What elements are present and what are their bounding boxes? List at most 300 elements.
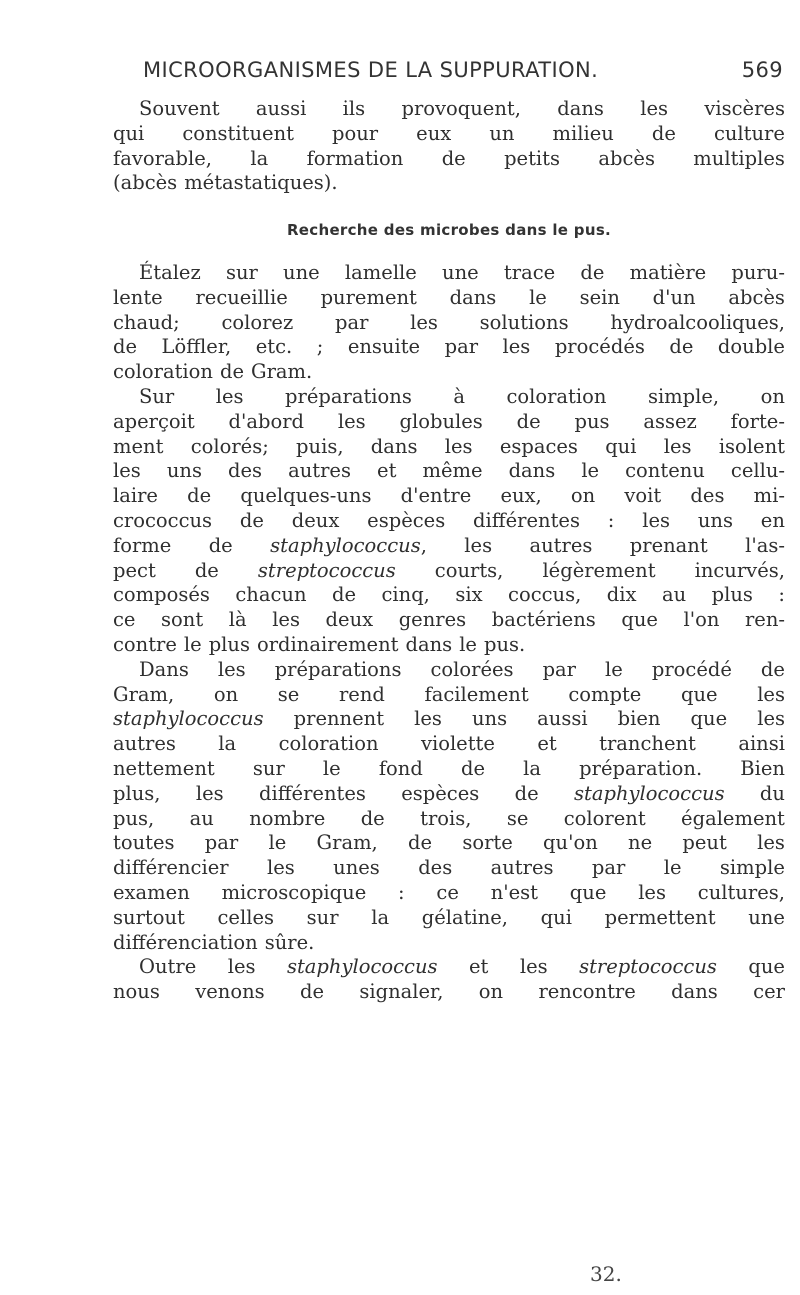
- word: uns: [471, 707, 508, 731]
- word: examen: [113, 880, 190, 904]
- word: double: [717, 335, 785, 359]
- word: préparations: [274, 657, 402, 681]
- text-line: [113, 459, 785, 484]
- word: on: [213, 682, 239, 706]
- word: surtout: [113, 905, 185, 929]
- word: l'as-: [745, 533, 785, 557]
- word: dans: [557, 97, 604, 120]
- text-line: [113, 757, 785, 782]
- word: et: [537, 732, 557, 756]
- word: permettent: [604, 905, 716, 929]
- word: streptococcus: [579, 955, 717, 979]
- word: la: [523, 756, 542, 780]
- text-line: [113, 435, 785, 460]
- text-line: [113, 931, 785, 956]
- word: trace: [503, 260, 556, 284]
- text-line: [113, 807, 785, 832]
- word: au: [189, 806, 214, 830]
- section-heading: Recherche des microbes dans le pus.: [286, 221, 612, 240]
- word: sur: [306, 905, 339, 929]
- word: simple,: [647, 384, 720, 408]
- word: ce: [436, 880, 459, 904]
- word: abcès: [728, 285, 785, 309]
- word: Löffler,: [161, 335, 232, 359]
- word: le: [581, 459, 600, 483]
- word: de: [669, 335, 694, 359]
- word: se: [277, 682, 300, 706]
- word: genres: [398, 608, 467, 632]
- word: procédé: [651, 657, 732, 681]
- text-line: [113, 286, 785, 311]
- word: les: [410, 310, 438, 334]
- word: coccus,: [508, 583, 582, 607]
- word: pus,: [113, 806, 155, 830]
- word: microscopique: [221, 880, 367, 904]
- word: que: [569, 880, 607, 904]
- text-line: [113, 831, 785, 856]
- word: les: [414, 707, 442, 731]
- word: peut: [682, 831, 727, 855]
- word: Gram,: [113, 682, 175, 706]
- word: puru-: [731, 260, 785, 284]
- word: forme: [113, 533, 172, 557]
- text-line: [113, 732, 785, 757]
- word: différenciation: [113, 930, 258, 954]
- word: ;: [316, 335, 324, 359]
- text-line: [113, 509, 785, 534]
- word: simple: [719, 856, 785, 880]
- word: colorez: [221, 310, 294, 334]
- text-line: [113, 122, 785, 147]
- word: le: [605, 657, 623, 681]
- word: ment: [113, 434, 164, 458]
- word: une: [283, 260, 320, 284]
- word: ils: [342, 97, 366, 120]
- word: espèces: [401, 781, 480, 805]
- word: plus: [711, 583, 753, 607]
- word: coloration: [506, 384, 607, 408]
- word: différencier: [113, 856, 229, 880]
- word: staphylococcus,: [270, 533, 427, 557]
- word: de: [194, 558, 219, 582]
- word: solutions: [479, 310, 569, 334]
- word: Gram.: [251, 360, 313, 384]
- text-line: [113, 980, 785, 1005]
- word: Bien: [740, 756, 785, 780]
- word: dans: [370, 434, 418, 458]
- word: le: [529, 285, 547, 309]
- word: de: [514, 781, 539, 805]
- word: préparation.: [579, 756, 703, 780]
- word: de: [580, 260, 605, 284]
- word: par: [334, 310, 369, 334]
- word: le: [663, 856, 682, 880]
- word: Souvent: [139, 97, 220, 120]
- word: abcès: [598, 146, 655, 170]
- word: les: [757, 831, 785, 855]
- word: matière: [629, 260, 707, 284]
- text-line: [113, 410, 785, 435]
- word: les: [337, 409, 366, 433]
- word: contenu: [625, 459, 705, 483]
- word: le: [183, 632, 202, 656]
- word: petits: [504, 146, 561, 170]
- word: crococcus: [113, 508, 213, 532]
- word: dix: [606, 583, 637, 607]
- word: Gram,: [316, 831, 378, 855]
- word: là: [228, 608, 247, 632]
- word: rend: [338, 682, 385, 706]
- word: que: [748, 955, 785, 979]
- word: uns: [166, 459, 202, 483]
- word: des: [690, 484, 725, 508]
- word: forte-: [730, 409, 785, 433]
- word: qui: [113, 121, 145, 145]
- word: par: [542, 657, 577, 681]
- word: pus.: [483, 632, 526, 656]
- word: le: [459, 632, 477, 656]
- word: contre: [113, 632, 177, 656]
- text-line: [113, 360, 785, 385]
- paragraph-2: [113, 261, 785, 385]
- word: nombre: [249, 806, 326, 830]
- word: légèrement: [542, 558, 656, 582]
- word: de: [239, 508, 264, 532]
- word: compte: [568, 682, 642, 706]
- word: ordinairement: [257, 632, 399, 656]
- word: de: [208, 533, 233, 557]
- word: de: [299, 980, 325, 1004]
- word: par: [444, 335, 479, 359]
- word: signaler,: [359, 980, 444, 1004]
- word: les: [519, 955, 548, 979]
- word: bien: [617, 707, 661, 731]
- word: courts,: [434, 558, 504, 582]
- word: et: [377, 459, 397, 483]
- word: autres: [288, 459, 351, 483]
- word: lamelle: [344, 260, 417, 284]
- word: cer: [753, 980, 785, 1004]
- word: sont: [161, 608, 204, 632]
- text-line: [113, 484, 785, 509]
- word: n'est: [490, 880, 538, 904]
- word: assez: [643, 409, 697, 433]
- text-line: [113, 906, 785, 931]
- word: une: [748, 905, 785, 929]
- word: mi-: [753, 484, 785, 508]
- word: six: [455, 583, 483, 607]
- word: des: [228, 459, 263, 483]
- word: staphylococcus: [113, 707, 264, 731]
- signature-mark: 32.: [590, 1262, 622, 1286]
- word: ensuite: [347, 335, 421, 359]
- word: deux: [291, 508, 340, 532]
- word: cinq,: [381, 583, 430, 607]
- text-line: [113, 658, 785, 683]
- paragraph-1: [113, 97, 785, 196]
- text-line: [113, 782, 785, 807]
- word: sorte: [462, 831, 513, 855]
- word: dans: [405, 632, 453, 656]
- word: multiples: [693, 146, 785, 170]
- word: colorent: [563, 806, 646, 830]
- word: que: [680, 682, 718, 706]
- word: les: [638, 880, 666, 904]
- word: les: [195, 781, 224, 805]
- word: espaces: [499, 434, 578, 458]
- word: streptococcus: [257, 558, 396, 582]
- word: chacun: [235, 583, 307, 607]
- word: de: [187, 484, 212, 508]
- word: rencontre: [538, 980, 636, 1004]
- word: voit: [624, 484, 662, 508]
- text-line: [113, 559, 785, 584]
- word: qui: [540, 905, 572, 929]
- word: nous: [113, 980, 160, 1004]
- running-title: MICROORGANISMES DE LA SUPPURATION.: [143, 58, 599, 82]
- text-line: [113, 683, 785, 708]
- word: coloration: [113, 360, 213, 384]
- word: on: [478, 980, 504, 1004]
- word: laire: [113, 484, 158, 508]
- word: gélatine,: [421, 905, 508, 929]
- word: de: [332, 583, 357, 607]
- text-line: [113, 97, 785, 122]
- word: de: [408, 831, 433, 855]
- word: des: [418, 856, 453, 880]
- word: etc.: [255, 335, 293, 359]
- word: pect: [113, 558, 156, 582]
- text-line: [113, 955, 785, 980]
- word: on: [570, 484, 596, 508]
- word: formation: [306, 146, 404, 170]
- word: favorable,: [113, 146, 213, 170]
- word: les: [113, 459, 141, 483]
- word: de: [360, 806, 385, 830]
- word: :: [778, 583, 785, 607]
- word: la: [250, 146, 269, 170]
- text-line: [113, 147, 785, 172]
- word: ce: [113, 608, 136, 632]
- word: cultures,: [697, 880, 785, 904]
- word: purement: [320, 285, 417, 309]
- word: qui: [605, 434, 637, 458]
- text-line: [113, 385, 785, 410]
- word: sein: [579, 285, 620, 309]
- word: d'abord: [228, 409, 305, 433]
- word: facilement: [424, 682, 529, 706]
- word: cellu-: [730, 459, 785, 483]
- word: les: [227, 955, 256, 979]
- word: staphylococcus: [574, 781, 725, 805]
- word: fond: [378, 756, 423, 780]
- word: puis,: [296, 434, 344, 458]
- word: coloration: [278, 732, 379, 756]
- word: venons: [195, 980, 265, 1004]
- word: au: [661, 583, 687, 607]
- word: Étalez: [139, 260, 201, 284]
- word: procédés: [554, 335, 645, 359]
- paragraph-5: [113, 955, 785, 1005]
- word: un: [489, 121, 515, 145]
- word: eux,: [500, 484, 542, 508]
- word: chaud;: [113, 310, 180, 334]
- word: de: [113, 335, 138, 359]
- word: composés: [113, 583, 210, 607]
- word: les: [640, 97, 669, 120]
- word: les: [642, 508, 670, 532]
- paragraph-3: [113, 385, 785, 658]
- word: à: [453, 384, 465, 408]
- word: ainsi: [738, 732, 785, 756]
- word: aperçoit: [113, 409, 195, 433]
- word: les: [502, 335, 531, 359]
- word: Outre: [139, 955, 197, 979]
- word: d'entre: [400, 484, 472, 508]
- text-line: [113, 608, 785, 633]
- word: autres: [529, 533, 593, 557]
- word: différentes: [473, 508, 580, 532]
- word: également: [681, 806, 785, 830]
- text-line: [113, 633, 785, 658]
- word: de: [760, 657, 785, 681]
- word: Dans: [139, 657, 189, 681]
- body-text: [113, 97, 785, 1005]
- text-line: [113, 534, 785, 559]
- word: tranchent: [599, 732, 696, 756]
- word: de: [460, 756, 486, 780]
- word: :: [607, 508, 615, 532]
- word: staphylococcus: [286, 955, 438, 979]
- word: les: [444, 434, 473, 458]
- text-line: [113, 311, 785, 336]
- word: culture: [713, 121, 785, 145]
- word: trois,: [420, 806, 472, 830]
- word: deux: [325, 608, 374, 632]
- word: quelques-uns: [240, 484, 372, 508]
- word: et: [468, 955, 489, 979]
- word: se: [506, 806, 529, 830]
- word: en: [760, 508, 785, 532]
- word: les: [217, 657, 246, 681]
- word: isolent: [718, 434, 785, 458]
- word: même: [422, 459, 483, 483]
- text-line: [113, 335, 785, 360]
- word: viscères: [704, 97, 785, 120]
- word: autres: [113, 732, 176, 756]
- word: pour: [332, 121, 379, 145]
- word: d'un: [652, 285, 696, 309]
- word: eux: [416, 121, 452, 145]
- page-number: 569: [741, 58, 783, 82]
- word: pus: [574, 409, 610, 433]
- word: l'on: [683, 608, 720, 632]
- text-line: [113, 261, 785, 286]
- word: préparations: [285, 384, 412, 408]
- word: ne: [628, 831, 653, 855]
- word: de: [219, 360, 244, 384]
- word: espèces: [367, 508, 446, 532]
- word: la: [371, 905, 390, 929]
- word: prennent: [293, 707, 385, 731]
- word: les: [757, 707, 785, 731]
- word: les: [266, 856, 295, 880]
- word: lente: [113, 285, 163, 309]
- text-line: [113, 707, 785, 732]
- word: que: [690, 707, 728, 731]
- word: de: [441, 146, 466, 170]
- paragraph-4: [113, 658, 785, 956]
- word: de: [651, 121, 676, 145]
- word: autres: [490, 856, 554, 880]
- word: violette: [420, 732, 495, 756]
- word: métastatiques).: [184, 171, 338, 195]
- word: dans: [671, 980, 718, 1004]
- text-line: [113, 171, 785, 196]
- word: différentes: [258, 781, 366, 805]
- word: bactériens: [491, 608, 596, 632]
- word: celles: [217, 905, 274, 929]
- word: on: [760, 384, 785, 408]
- word: Sur: [139, 384, 175, 408]
- word: toutes: [113, 831, 175, 855]
- word: sur: [225, 260, 258, 284]
- word: les: [464, 533, 493, 557]
- word: constituent: [182, 121, 294, 145]
- word: :: [398, 880, 405, 904]
- word: (abcès: [113, 171, 178, 195]
- text-line: [113, 583, 785, 608]
- word: nettement: [113, 756, 215, 780]
- word: unes: [333, 856, 380, 880]
- word: la: [218, 732, 237, 756]
- word: milieu: [552, 121, 614, 145]
- text-line: [113, 881, 785, 906]
- word: dans: [449, 285, 497, 309]
- word: qu'on: [543, 831, 598, 855]
- word: du: [759, 781, 785, 805]
- word: globules: [399, 409, 483, 433]
- word: plus: [208, 632, 250, 656]
- word: une: [442, 260, 479, 284]
- word: les: [757, 682, 785, 706]
- word: aussi: [537, 707, 588, 731]
- word: aussi: [255, 97, 307, 120]
- word: le: [322, 756, 341, 780]
- word: uns: [697, 508, 733, 532]
- word: les: [272, 608, 300, 632]
- word: provoquent,: [401, 97, 521, 120]
- word: par: [591, 856, 626, 880]
- text-line: [113, 856, 785, 881]
- running-header: [143, 58, 783, 82]
- word: colorés;: [190, 434, 269, 458]
- word: sur: [252, 756, 285, 780]
- word: le: [268, 831, 287, 855]
- word: sûre.: [264, 930, 315, 954]
- word: les: [215, 384, 244, 408]
- word: prenant: [629, 533, 708, 557]
- word: dans: [508, 459, 556, 483]
- word: par: [204, 831, 239, 855]
- word: de: [516, 409, 541, 433]
- word: ren-: [744, 608, 785, 632]
- word: colorées: [430, 657, 514, 681]
- word: incurvés,: [694, 558, 785, 582]
- word: que: [621, 608, 658, 632]
- word: hydroalcooliques,: [610, 310, 785, 334]
- word: recueillie: [195, 285, 288, 309]
